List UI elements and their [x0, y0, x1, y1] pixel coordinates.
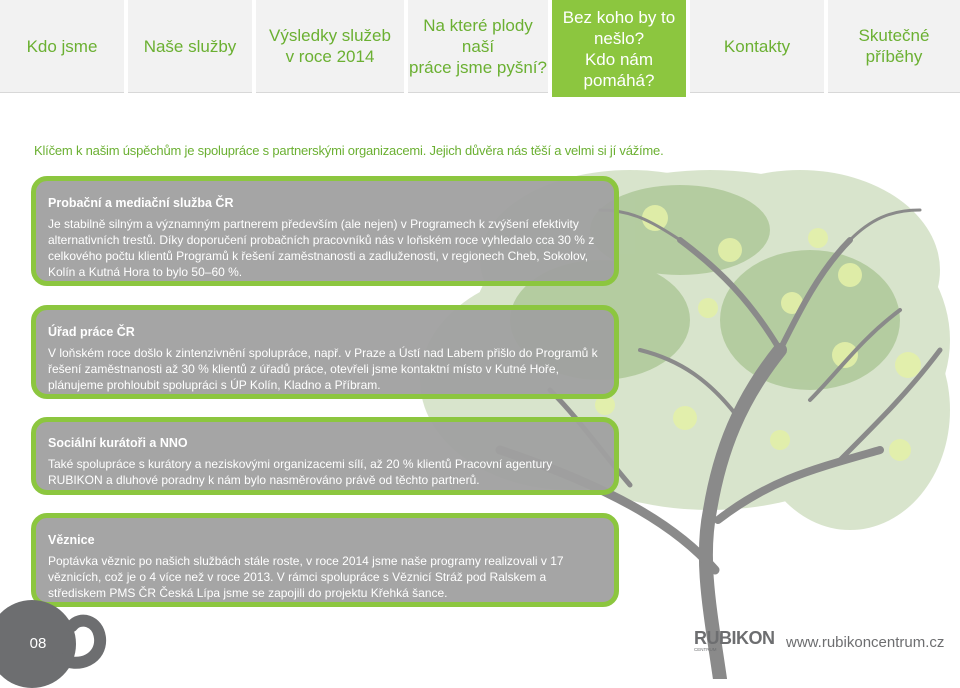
partner-box-title: Věznice: [48, 533, 95, 547]
nav-tab-label: Na které plody naší: [423, 15, 533, 56]
nav-tab-label: Kdo jsme: [26, 36, 98, 56]
nav-tab-pribehy[interactable]: [828, 0, 960, 93]
page-number: 08: [29, 634, 47, 652]
nav-tab-kdo-jsme[interactable]: [0, 0, 124, 93]
nav-tab-label: Skutečné: [858, 26, 930, 45]
nav-tab-label-line2: v roce 2014: [285, 47, 375, 66]
nav-tab-label-line3: Kdo nám pomáhá?: [583, 49, 655, 90]
nav-tab-kontakty[interactable]: [690, 0, 824, 93]
nav-tab-label: Naše služby: [143, 36, 237, 56]
partner-box-text: Poptávka věznic po našich službách stále roste, v roce 2014 jsme naše programy realizovali v 17 věznicích, což je o 4 více než v roce 2013. V rámci spolupráce s Věznicí Stráž pod Ralskem a střediskem PMS ČR Česká Lípa jsme se zapojili do projektu Křehká šance.: [48, 554, 564, 600]
nav-tab-nase-sluzby[interactable]: [128, 0, 252, 93]
nav-tab-partneri-active[interactable]: [552, 0, 686, 97]
partner-box-text: V loňském roce došlo k zintenzivnění spolupráce, např. v Praze a Ústí nad Labem přišlo do Programů k řešení zaměstnanosti až 30 % klientů z úřadů práce, otevřeli jsme kontaktní místo v Kutné Hoře, plánujeme prohloubit spolupráci s ÚP Kolín, Kladno a Příbram.: [48, 346, 598, 392]
intro-text: Klíčem k našim úspěchům je spolupráce s partnerskými organizacemi. Jejich důvěra nás těší a velmi si jí vážíme.: [34, 143, 664, 158]
partner-box-title: Sociální kurátoři a NNO: [48, 436, 188, 450]
partner-box-veznice: [31, 513, 619, 607]
rubikon-logo: [694, 628, 774, 664]
partner-box-kuratori: [31, 417, 619, 495]
hook-icon: [50, 608, 110, 678]
partner-box-text: Je stabilně silným a významným partnerem především (ale nejen) v Programech k zvýšení efektivity alternativních trestů. Díky doporučení probačních pracovníků nás v loňském roce vyhledalo cca 30 % z celkového počtu klientů Programů k řešení zaměstnanosti a zadluženosti, v regionech Cheb, Sokolov, Kolín a Kutná Hora to bylo 50–60 %.: [48, 217, 595, 279]
nav-tab-label-line2: příběhy: [865, 47, 923, 66]
nav-tab-label: Kontakty: [723, 36, 791, 56]
nav-tab-label: Bez koho by to: [562, 7, 676, 27]
nav-tab-label-line2: práce jsme pyšní?: [409, 57, 547, 77]
nav-tab-plody[interactable]: [408, 0, 548, 93]
nav-tab-label-line2: nešlo?: [593, 28, 645, 48]
nav-tab-label: Výsledky služeb: [269, 26, 391, 45]
website-url[interactable]: www.rubikoncentrum.cz: [786, 634, 945, 651]
partner-box-urad-prace: [31, 305, 619, 399]
logo-word: RUBIKON: [694, 628, 775, 648]
partner-box-pms: [31, 176, 619, 286]
nav-tab-vysledky[interactable]: [256, 0, 404, 93]
top-navigation: [0, 0, 960, 97]
partner-box-text: Také spolupráce s kurátory a neziskovými organizacemi sílí, až 20 % klientů Pracovní agentury RUBIKON a dluhové poradny k nám bylo nasměrováno právě od těchto partnerů.: [48, 457, 553, 487]
partner-box-title: Úřad práce ČR: [48, 325, 135, 339]
partner-box-title: Probační a mediační služba ČR: [48, 196, 234, 210]
logo-sub: CENTRUM: [694, 647, 717, 652]
